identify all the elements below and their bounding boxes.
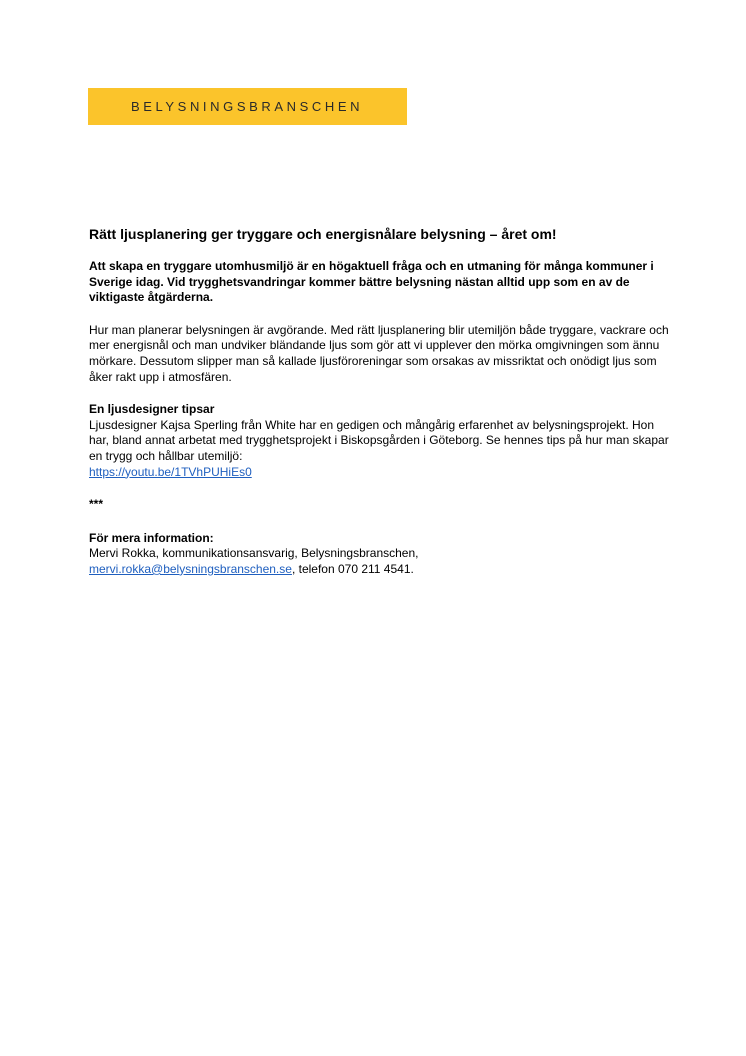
lead-paragraph: Att skapa en tryggare utomhusmiljö är en högaktuell fråga och en utmaning för många kommuner i Sverige idag. Vid trygghetsvandringar kommer bättre belysning nästan alltid upp som en av de viktigaste åtgärderna. [89, 259, 654, 305]
headline: Rätt ljusplanering ger tryggare och energisnålare belysning – året om! [89, 226, 557, 242]
press-release-body [89, 225, 669, 578]
tips-paragraph [89, 418, 669, 480]
logo-banner [88, 88, 407, 125]
email-link[interactable]: mervi.rokka@belysningsbranschen.se [89, 561, 292, 576]
contact-heading: För mera information: [89, 530, 214, 545]
logo-text: BELYSNINGSBRANSCHEN [131, 99, 364, 114]
video-link[interactable]: https://youtu.be/1TVhPUHiEs0 [89, 464, 252, 479]
tips-text: Ljusdesigner Kajsa Sperling från White har en gedigen och mångårig erfarenhet av belysningsprojekt. Hon har, bland annat arbetat med trygghetsprojekt i Biskopsgården i Göteborg. Se hennes tips på hur man skapar en trygg och hållbar utemiljö: [89, 417, 669, 463]
contact-phone: , telefon 070 211 4541. [291, 561, 414, 576]
body-paragraph: Hur man planerar belysningen är avgörande. Med rätt ljusplanering blir utemiljön både tryggare, vackrare och mer energisnål och man undviker bländande ljus som gör att vi upplever den mörka omgivningen som ännu mörkare. Dessutom slipper man så kallade ljusföroreningar som orsakas av missriktat och onödigt ljus som åker rakt upp i atmosfären. [89, 322, 669, 384]
contact-name: Mervi Rokka, kommunikationsansvarig, Belysningsbranschen, [89, 546, 419, 561]
separator: *** [89, 497, 104, 512]
contact-info [89, 546, 669, 577]
tips-heading: En ljusdesigner tipsar [89, 402, 215, 417]
